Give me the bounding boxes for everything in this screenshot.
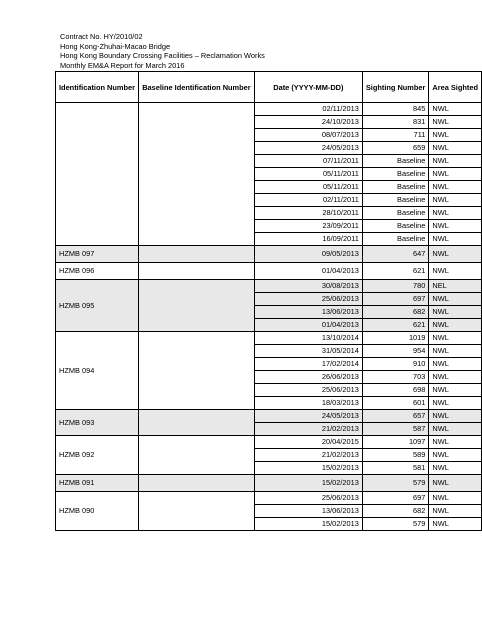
area-sighted-cell: NWL xyxy=(429,505,482,518)
col-header-area: Area Sighted xyxy=(429,72,482,103)
area-sighted-cell: NWL xyxy=(429,220,482,233)
date-cell: 28/10/2011 xyxy=(254,207,362,220)
baseline-id-cell xyxy=(138,410,254,436)
date-cell: 25/06/2013 xyxy=(254,492,362,505)
baseline-id-cell xyxy=(138,475,254,492)
area-sighted-cell: NWL xyxy=(429,492,482,505)
date-cell: 08/07/2013 xyxy=(254,129,362,142)
area-sighted-cell: NWL xyxy=(429,306,482,319)
sighting-number-cell: 587 xyxy=(362,423,429,436)
baseline-id-cell xyxy=(138,263,254,280)
area-sighted-cell: NWL xyxy=(429,358,482,371)
table-row xyxy=(56,263,482,280)
sighting-number-cell: Baseline xyxy=(362,220,429,233)
date-cell: 05/11/2011 xyxy=(254,181,362,194)
table-body xyxy=(56,103,482,531)
sighting-number-cell: 589 xyxy=(362,449,429,462)
sighting-number-cell: 682 xyxy=(362,505,429,518)
sighting-number-cell: 657 xyxy=(362,410,429,423)
sighting-number-cell: 697 xyxy=(362,293,429,306)
sighting-number-cell: 703 xyxy=(362,371,429,384)
table-row xyxy=(56,103,482,116)
sighting-number-cell: Baseline xyxy=(362,168,429,181)
area-sighted-cell: NWL xyxy=(429,332,482,345)
area-sighted-cell: NWL xyxy=(429,319,482,332)
identification-number-cell: HZMB 094 xyxy=(56,332,139,410)
col-header-baseline: Baseline Identification Number xyxy=(138,72,254,103)
date-cell: 01/04/2013 xyxy=(254,263,362,280)
area-sighted-cell: NWL xyxy=(429,371,482,384)
sighting-number-cell: 954 xyxy=(362,345,429,358)
date-cell: 18/03/2013 xyxy=(254,397,362,410)
table-row xyxy=(56,246,482,263)
sighting-number-cell: 621 xyxy=(362,263,429,280)
sighting-number-cell: 659 xyxy=(362,142,429,155)
sighting-number-cell: 621 xyxy=(362,319,429,332)
date-cell: 15/02/2013 xyxy=(254,475,362,492)
date-cell: 01/04/2013 xyxy=(254,319,362,332)
document-header xyxy=(60,32,265,70)
sighting-number-cell: 698 xyxy=(362,384,429,397)
date-cell: 21/02/2013 xyxy=(254,423,362,436)
date-cell: 13/06/2013 xyxy=(254,306,362,319)
area-sighted-cell: NWL xyxy=(429,103,482,116)
date-cell: 24/10/2013 xyxy=(254,116,362,129)
date-cell: 15/02/2013 xyxy=(254,518,362,531)
baseline-id-cell xyxy=(138,332,254,410)
sighting-number-cell: 1019 xyxy=(362,332,429,345)
date-cell: 13/06/2013 xyxy=(254,505,362,518)
col-header-sighting: Sighting Number xyxy=(362,72,429,103)
date-cell: 13/10/2014 xyxy=(254,332,362,345)
identification-number-cell: HZMB 093 xyxy=(56,410,139,436)
area-sighted-cell: NWL xyxy=(429,436,482,449)
sighting-number-cell: 581 xyxy=(362,462,429,475)
sighting-number-cell: 780 xyxy=(362,280,429,293)
sighting-number-cell: 647 xyxy=(362,246,429,263)
date-cell: 16/09/2011 xyxy=(254,233,362,246)
date-cell: 25/06/2013 xyxy=(254,384,362,397)
baseline-id-cell xyxy=(138,103,254,246)
date-cell: 21/02/2013 xyxy=(254,449,362,462)
sighting-number-cell: 579 xyxy=(362,518,429,531)
baseline-id-cell xyxy=(138,246,254,263)
sighting-number-cell: 682 xyxy=(362,306,429,319)
sighting-number-cell: 697 xyxy=(362,492,429,505)
sighting-number-cell: 910 xyxy=(362,358,429,371)
date-cell: 30/08/2013 xyxy=(254,280,362,293)
identification-number-cell: HZMB 096 xyxy=(56,263,139,280)
date-cell: 17/02/2014 xyxy=(254,358,362,371)
contract-number: Contract No. HY/2010/02 xyxy=(60,32,143,41)
sighting-number-cell: 831 xyxy=(362,116,429,129)
sightings-table xyxy=(55,71,482,531)
identification-number-cell xyxy=(56,103,139,246)
identification-number-cell: HZMB 097 xyxy=(56,246,139,263)
date-cell: 02/11/2011 xyxy=(254,194,362,207)
area-sighted-cell: NWL xyxy=(429,142,482,155)
date-cell: 05/11/2011 xyxy=(254,168,362,181)
baseline-id-cell xyxy=(138,436,254,475)
sighting-number-cell: Baseline xyxy=(362,194,429,207)
table-row xyxy=(56,475,482,492)
sighting-number-cell: Baseline xyxy=(362,233,429,246)
identification-number-cell: HZMB 090 xyxy=(56,492,139,531)
identification-number-cell: HZMB 095 xyxy=(56,280,139,332)
area-sighted-cell: NWL xyxy=(429,475,482,492)
table-row xyxy=(56,492,482,505)
baseline-id-cell xyxy=(138,492,254,531)
works-name: Hong Kong Boundary Crossing Facilities – Reclamation Works xyxy=(60,51,265,61)
project-name: Hong Kong-Zhuhai-Macao Bridge xyxy=(60,41,171,51)
table-row xyxy=(56,410,482,423)
date-cell: 31/05/2014 xyxy=(254,345,362,358)
area-sighted-cell: NEL xyxy=(429,280,482,293)
area-sighted-cell: NWL xyxy=(429,207,482,220)
date-cell: 20/04/2015 xyxy=(254,436,362,449)
report-title: Monthly EM&A Report for March 2016 xyxy=(60,60,185,70)
area-sighted-cell: NWL xyxy=(429,129,482,142)
area-sighted-cell: NWL xyxy=(429,194,482,207)
col-header-id: Identification Number xyxy=(56,72,139,103)
sighting-number-cell: Baseline xyxy=(362,207,429,220)
sighting-number-cell: 601 xyxy=(362,397,429,410)
sighting-number-cell: 1097 xyxy=(362,436,429,449)
sighting-number-cell: Baseline xyxy=(362,181,429,194)
area-sighted-cell: NWL xyxy=(429,246,482,263)
date-cell: 23/09/2011 xyxy=(254,220,362,233)
table-row xyxy=(56,332,482,345)
area-sighted-cell: NWL xyxy=(429,293,482,306)
date-cell: 25/06/2013 xyxy=(254,293,362,306)
table-header-row xyxy=(56,72,482,103)
area-sighted-cell: NWL xyxy=(429,423,482,436)
area-sighted-cell: NWL xyxy=(429,345,482,358)
sighting-number-cell: 845 xyxy=(362,103,429,116)
area-sighted-cell: NWL xyxy=(429,384,482,397)
area-sighted-cell: NWL xyxy=(429,155,482,168)
sighting-number-cell: 711 xyxy=(362,129,429,142)
area-sighted-cell: NWL xyxy=(429,116,482,129)
area-sighted-cell: NWL xyxy=(429,181,482,194)
date-cell: 26/06/2013 xyxy=(254,371,362,384)
col-header-date: Date (YYYY-MM-DD) xyxy=(254,72,362,103)
area-sighted-cell: NWL xyxy=(429,410,482,423)
date-cell: 07/11/2011 xyxy=(254,155,362,168)
area-sighted-cell: NWL xyxy=(429,518,482,531)
area-sighted-cell: NWL xyxy=(429,233,482,246)
identification-number-cell: HZMB 092 xyxy=(56,436,139,475)
area-sighted-cell: NWL xyxy=(429,449,482,462)
date-cell: 09/05/2013 xyxy=(254,246,362,263)
area-sighted-cell: NWL xyxy=(429,462,482,475)
baseline-id-cell xyxy=(138,280,254,332)
date-cell: 02/11/2013 xyxy=(254,103,362,116)
date-cell: 24/05/2013 xyxy=(254,410,362,423)
table-row xyxy=(56,436,482,449)
date-cell: 15/02/2013 xyxy=(254,462,362,475)
sighting-number-cell: Baseline xyxy=(362,155,429,168)
area-sighted-cell: NWL xyxy=(429,397,482,410)
sighting-number-cell: 579 xyxy=(362,475,429,492)
identification-number-cell: HZMB 091 xyxy=(56,475,139,492)
area-sighted-cell: NWL xyxy=(429,263,482,280)
area-sighted-cell: NWL xyxy=(429,168,482,181)
date-cell: 24/05/2013 xyxy=(254,142,362,155)
table-row xyxy=(56,280,482,293)
